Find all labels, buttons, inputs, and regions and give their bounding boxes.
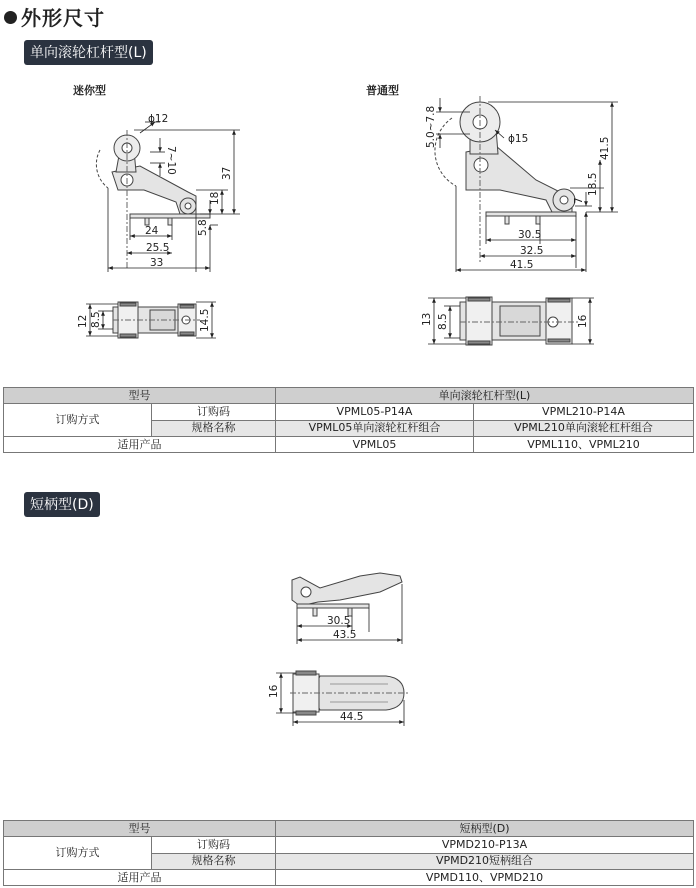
short-handle-side-view [292, 573, 402, 616]
d-applicable-label: 适用产品 [4, 870, 276, 886]
d-order-code-label: 订购码 [152, 837, 276, 854]
table-d-header-model: 型号 [4, 821, 276, 837]
svg-text:14.5: 14.5 [199, 308, 211, 332]
svg-text:25.5: 25.5 [146, 242, 170, 254]
table-header-type: 单向滚轮杠杆型(L) [276, 388, 694, 404]
spec-table-short-handle [3, 820, 694, 886]
svg-text:30.5: 30.5 [327, 615, 351, 627]
d-applicable: VPMD110、VPMD210 [276, 870, 694, 886]
table-header-model: 型号 [4, 388, 276, 404]
svg-text:18: 18 [209, 191, 221, 205]
order-code-mini: VPML05-P14A [276, 404, 474, 421]
applicable-label: 适用产品 [4, 437, 276, 453]
d-spec-name: VPMD210短柄组合 [276, 853, 694, 870]
section-heading-text: 外形尺寸 [21, 6, 105, 30]
normal-top-view [460, 297, 578, 345]
svg-text:7~10: 7~10 [165, 146, 177, 175]
spec-name-mini: VPML05单向滚轮杠杆组合 [276, 420, 474, 437]
svg-text:33: 33 [150, 257, 164, 269]
spec-name-label: 规格名称 [152, 420, 276, 437]
svg-text:ϕ12: ϕ12 [148, 113, 169, 125]
svg-text:8.5: 8.5 [437, 313, 449, 330]
svg-text:16: 16 [268, 684, 280, 698]
svg-text:5.0~7.8: 5.0~7.8 [425, 105, 437, 148]
svg-text:24: 24 [145, 225, 159, 237]
label-mini: 迷你型 [73, 84, 106, 97]
table-d-header-type: 短柄型(D) [276, 821, 694, 837]
svg-text:7: 7 [573, 197, 585, 204]
svg-text:8.5: 8.5 [90, 311, 102, 328]
applicable-mini: VPML05 [276, 437, 474, 453]
spec-name-normal: VPML210单向滚轮杠杆组合 [474, 420, 694, 437]
svg-text:41.5: 41.5 [599, 136, 611, 160]
svg-text:16: 16 [577, 314, 589, 328]
svg-text:13: 13 [421, 312, 433, 326]
applicable-normal: VPML110、VPML210 [474, 437, 694, 453]
order-code-label: 订购码 [152, 404, 276, 421]
d-order-code: VPMD210-P13A [276, 837, 694, 854]
svg-text:37: 37 [221, 166, 233, 180]
order-code-normal: VPML210-P14A [474, 404, 694, 421]
label-normal: 普通型 [366, 84, 399, 97]
svg-text:18.5: 18.5 [587, 172, 599, 196]
svg-text:30.5: 30.5 [518, 229, 542, 241]
d-order-method-cell: 订购方式 [4, 837, 152, 870]
mini-top-view [113, 302, 200, 338]
tag-short-handle: 短柄型(D) [24, 492, 100, 517]
svg-text:44.5: 44.5 [340, 711, 364, 723]
svg-text:ϕ15: ϕ15 [508, 133, 529, 145]
order-method-cell: 订购方式 [4, 404, 152, 437]
svg-text:12: 12 [77, 314, 89, 328]
svg-text:43.5: 43.5 [333, 629, 357, 641]
short-handle-top-view [290, 671, 410, 715]
tag-roller-lever: 单向滚轮杠杆型(L) [24, 40, 153, 65]
svg-text:32.5: 32.5 [520, 245, 544, 257]
svg-text:5.8: 5.8 [197, 219, 209, 236]
svg-text:41.5: 41.5 [510, 259, 534, 271]
d-spec-name-label: 规格名称 [152, 853, 276, 870]
spec-table-roller-lever [3, 387, 694, 453]
